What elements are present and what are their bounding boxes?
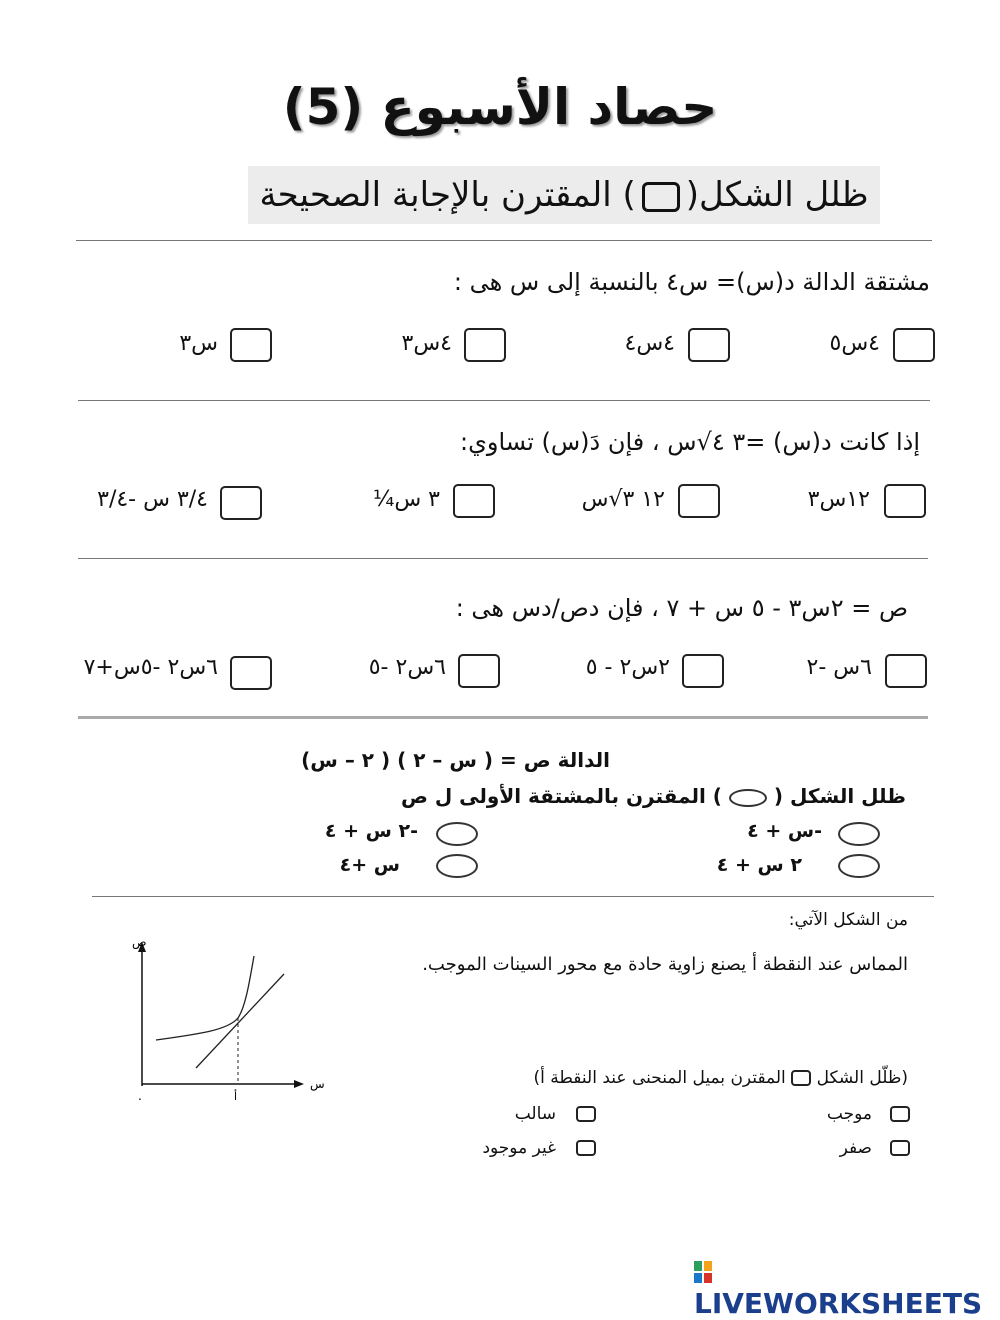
- square-shape-icon: [642, 182, 680, 212]
- question-5-heading: من الشكل الآتي:: [788, 910, 908, 930]
- q2-option-2-box[interactable]: [678, 484, 720, 518]
- q4-line2-part-b: ) المقترن بالمشتقة الأولى ل ص: [400, 784, 722, 808]
- q3-option-1-label: ٦س -٢: [806, 655, 872, 680]
- x-axis-arrow-icon: [294, 1080, 304, 1088]
- q5-option-1-box[interactable]: [890, 1106, 910, 1122]
- divider: [92, 896, 934, 897]
- q5-prompt-part1: (ظلّل الشكل: [816, 1068, 908, 1088]
- q5-option-2-box[interactable]: [576, 1106, 596, 1122]
- q3-option-1-box[interactable]: [885, 654, 927, 688]
- liveworksheets-logo-icon: [694, 1261, 712, 1283]
- question-4-line2: [401, 784, 906, 808]
- q3-option-2-box[interactable]: [682, 654, 724, 688]
- q1-option-1-label: ٤س٥: [829, 331, 880, 356]
- instruction-part1: ظلل الشكل(: [685, 175, 869, 215]
- instruction-part2: ) المقترن بالإجابة الصحيحة: [259, 175, 636, 215]
- q4-option-4-oval[interactable]: [436, 854, 478, 878]
- q1-option-3-label: ٤س٣: [401, 331, 452, 356]
- q2-option-3-box[interactable]: [453, 484, 495, 518]
- tangent-line: [196, 974, 284, 1068]
- q3-option-2-label: ٢س٢ - ٥: [585, 655, 670, 680]
- page-title: حصاد الأسبوع (5): [282, 78, 718, 136]
- q4-option-4-label: س +٤: [339, 854, 400, 876]
- q4-option-3-label: ٢ س + ٤: [716, 854, 802, 876]
- q2-option-4-label: ٣/٤ س -٣/٤: [97, 487, 208, 512]
- tangent-graph: [120, 928, 340, 1108]
- origin-label: .: [138, 1089, 142, 1103]
- q5-prompt-part2: المقترن بميل المنحنى عند النقطة أ): [533, 1068, 786, 1088]
- question-3-text: ص = ٢س٣ - ٥ س + ٧ ، فإن دص/دس هى :: [455, 594, 908, 622]
- q4-line2-part-a: ظلل الشكل (: [773, 784, 906, 808]
- liveworksheets-logo: [694, 1254, 1000, 1320]
- question-2-text: إذا كانت د(س) =٣ ٤√س ، فإن دَ(س) تساوي:: [460, 428, 920, 456]
- divider: [78, 558, 928, 559]
- q5-option-2-label: سالب: [514, 1104, 556, 1124]
- q4-option-1-label: -س + ٤: [747, 820, 822, 842]
- rounded-box-icon: [791, 1070, 811, 1086]
- question-4-line1: الدالة ص = ( س – ٢ ) ( ٢ – س): [301, 748, 610, 772]
- divider: [78, 400, 930, 401]
- q4-option-3-oval[interactable]: [838, 854, 880, 878]
- q3-option-3-label: ٦س٢ -٥: [368, 655, 446, 680]
- q2-option-1-label: ١٢س٣: [807, 487, 870, 512]
- y-axis-label: ص: [132, 935, 147, 949]
- q5-option-1-label: موجب: [826, 1104, 872, 1124]
- divider: [78, 716, 928, 719]
- x-axis-label: س: [310, 1077, 325, 1091]
- q3-option-3-box[interactable]: [458, 654, 500, 688]
- q2-option-4-box[interactable]: [220, 486, 262, 520]
- question-1-text: مشتقة الدالة د(س)= س٤ بالنسبة إلى س هى :: [453, 268, 930, 296]
- q2-option-3-label: ٣ س¼: [373, 487, 440, 512]
- q5-option-4-box[interactable]: [576, 1140, 596, 1156]
- q1-option-3-box[interactable]: [464, 328, 506, 362]
- q3-option-4-box[interactable]: [230, 656, 272, 690]
- q2-option-1-box[interactable]: [884, 484, 926, 518]
- curve: [156, 956, 254, 1040]
- q1-option-2-label: ٤س٤: [624, 331, 675, 356]
- q5-option-4-label: غير موجود: [482, 1138, 556, 1158]
- q1-option-2-box[interactable]: [688, 328, 730, 362]
- point-a-label: أ: [234, 1090, 238, 1103]
- oval-shape-icon: [729, 789, 767, 807]
- instruction-banner: [248, 166, 880, 224]
- q1-option-4-box[interactable]: [230, 328, 272, 362]
- q5-option-3-label: صفر: [839, 1138, 872, 1158]
- q4-option-1-oval[interactable]: [838, 822, 880, 846]
- q4-option-2-oval[interactable]: [436, 822, 478, 846]
- brand-name: LIVEWORKSHEETS: [694, 1287, 983, 1320]
- q4-option-2-label: -٢ س + ٤: [324, 820, 418, 842]
- question-5-prompt: [533, 1068, 908, 1088]
- divider: [76, 240, 932, 241]
- q1-option-1-box[interactable]: [893, 328, 935, 362]
- question-5-statement: المماس عند النقطة أ يصنع زاوية حادة مع محور السينات الموجب.: [422, 954, 908, 975]
- q3-option-4-label: ٦س٢ -٥س+٧: [83, 655, 218, 680]
- q2-option-2-label: ١٢ ٣√س: [581, 487, 665, 512]
- q1-option-4-label: س٣: [179, 331, 218, 356]
- q5-option-3-box[interactable]: [890, 1140, 910, 1156]
